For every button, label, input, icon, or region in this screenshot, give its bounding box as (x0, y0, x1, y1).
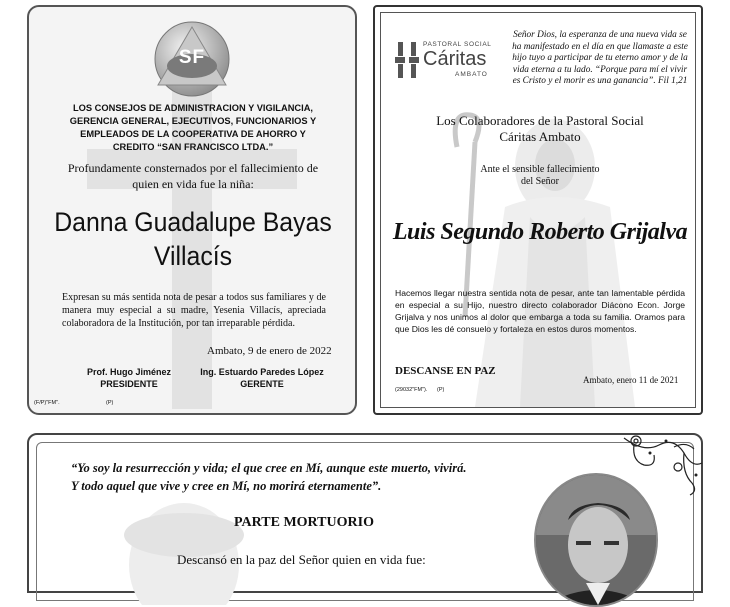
caritas-condolence-notice (373, 5, 703, 415)
portrait-watermark (99, 495, 269, 605)
deceased-name (51, 205, 334, 273)
intro-text (49, 160, 337, 192)
caritas-logo-name: Cáritas (423, 48, 487, 70)
mortuary-title: PARTE MORTUORIO (234, 515, 374, 530)
condolence-message: Expresan su más sentida nota de pesar a todos sus familiares y de manera muy especial a su madre, Yesenia Villacís, apreciada colaboradora de la Institución, por tan irreparable pérdida. (62, 292, 326, 329)
heading-line-2: Cáritas Ambato (499, 129, 581, 144)
caritas-logo-top: PASTORAL SOCIAL (423, 41, 492, 48)
place-date: Ambato, enero 11 de 2021 (583, 375, 679, 385)
sf-logo-text: SF (178, 47, 206, 68)
intro-line-1: Profundamente consternados por el fallecimiento de (67, 161, 319, 175)
sf-condolence-notice (27, 5, 357, 415)
signer-president (69, 366, 189, 390)
mortuary-notice (27, 433, 703, 593)
scripture-quote (71, 459, 466, 495)
deceased-name: Luis Segundo Roberto Grijalva (392, 219, 688, 245)
christ-shepherd-watermark (435, 107, 650, 407)
name-line-1: Danna Guadalupe Bayas (54, 207, 332, 237)
caritas-intro (435, 164, 645, 188)
institution-heading: LOS CONSEJOS DE ADMINISTRACION Y VIGILANCIA, GERENCIA GENERAL, EJECUTIVOS, FUNCIONARIOS Y EMPLEADOS DE LA COOPERATIVA DE AHORRO Y CREDITO “SAN FRANCISCO LTDA.” (69, 103, 317, 152)
name-line-2: Villacís (153, 241, 233, 271)
signer-2-name: Ing. Estuardo Paredes López (200, 367, 324, 377)
signer-2-title: GERENTE (240, 379, 284, 389)
footer-code: (29032"FM"). (395, 387, 428, 393)
quote-line-2: Y todo aquel que vive y cree en Mí, no morirá eternamente”. (71, 479, 382, 493)
footer-code: (F/P)"FM". (34, 400, 60, 406)
deceased-photo (534, 473, 658, 607)
intro-line-2: del Señor (520, 176, 560, 187)
signer-1-title: PRESIDENTE (100, 379, 158, 389)
rest-in-peace: DESCANSE EN PAZ (395, 365, 496, 377)
quote-line-1: “Yo soy la resurrección y vida; el que cree en Mí, aunque este muerto, vivirá. (71, 461, 467, 475)
caritas-logo-bottom: AMBATO (455, 71, 488, 78)
signer-1-name: Prof. Hugo Jiménez (86, 367, 171, 377)
signer-manager (187, 366, 337, 390)
condolence-message: Hacemos llegar nuestra sentida nota de pesar, ante tan lamentable pérdida en especial a su Hijo, nuestro directo colaborador Diácono Econ. Jorge Grijalva y nos unimos al dolor que embarga a toda su familia. Oramos para que Dios les dé consuelo y fortaleza en estos duros momentos. (395, 288, 685, 334)
place-date: Ambato, 9 de enero de 2022 (207, 345, 332, 357)
intro-line-2: quien en vida fue la niña: (132, 177, 254, 191)
footer-p: (P) (106, 400, 114, 406)
mortuary-intro: Descansó en la paz del Señor quien en vida fue: (177, 552, 426, 567)
bible-verse: Señor Dios, la esperanza de una nueva vida se ha manifestado en el día en que llamaste a este hijo tuyo a participar de tu eterno amor y de la vida eterna a tu lado. “Porque para mí el vivir es Cristo y el morir es una ganancia”. Fil 1,21 (512, 30, 688, 86)
heading-line-1: Los Colaboradores de la Pastoral Social (436, 113, 644, 128)
caritas-cross-icon (395, 42, 419, 78)
caritas-heading (395, 113, 685, 145)
footer-p: (P) (437, 387, 445, 393)
intro-line-1: Ante el sensible fallecimiento (480, 164, 600, 175)
